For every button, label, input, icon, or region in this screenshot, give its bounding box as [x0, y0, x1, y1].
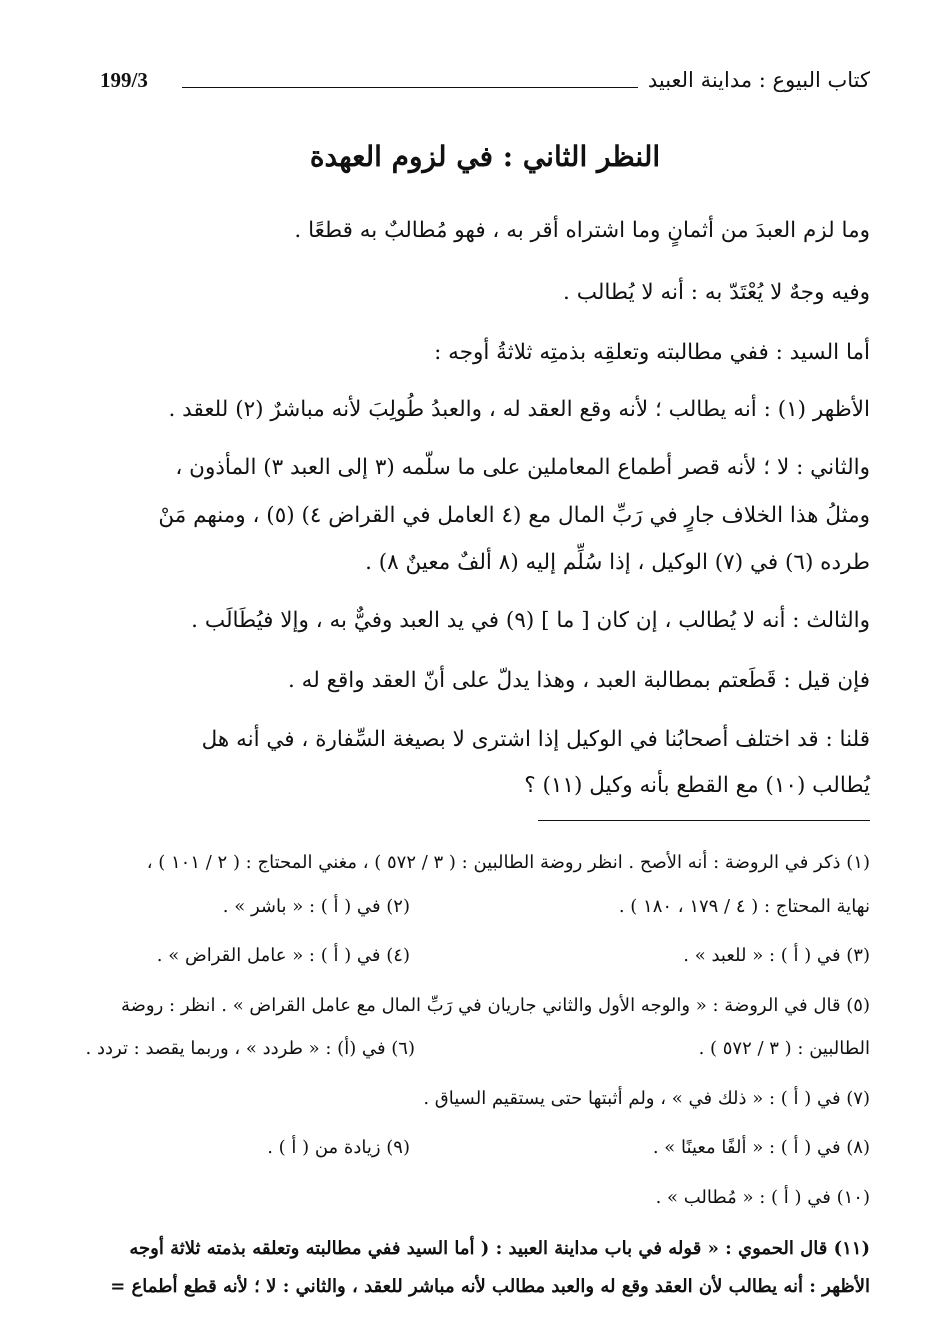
- footnote-line: (٤) في ( أ ) : « عامل القراض » .: [156, 945, 410, 966]
- text-line: قلنا : قد اختلف أصحابُنا في الوكيل إذا اشترى لا بصيغة السِّفارة ، في أنه هل: [201, 727, 870, 752]
- text-line: ومثلُ هذا الخلاف جارٍ في رَبِّ المال مع (٤ العامل في القراض ٤) (٥) ، ومنهم مَنْ: [158, 503, 870, 528]
- footnote-line: الأظهر : أنه يطالب لأن العقد وقع له والعبد مطالب لأنه مباشر للعقد ، والثاني : لا ؛ لأنه قطع أطماع =: [110, 1276, 870, 1297]
- footnote-line: (٧) في ( أ ) : « ذلك في » ، ولم أثبتها حتى يستقيم السياق .: [423, 1088, 870, 1109]
- text-line: يُطالب (١٠) مع القطع بأنه وكيل (١١) ؟: [524, 773, 870, 798]
- footnote-line: نهاية المحتاج : ( ٤ / ١٧٩ ، ١٨٠ ) .: [618, 896, 870, 917]
- text-line: والثالث : أنه لا يُطالب ، إن كان [ ما ] (٩) في يد العبد وفيٌّ به ، وإلا فيُطَالَب .: [191, 608, 870, 633]
- footnote-line: (٩) زيادة من ( أ ) .: [267, 1137, 410, 1158]
- footnote-line: الطالبين : ( ٣ / ٥٧٢ ) .: [698, 1038, 870, 1059]
- header-page-ref: 199/3: [100, 68, 148, 92]
- footnote-line: (١١) قال الحموي : « قوله في باب مداينة العبيد : ( أما السيد ففي مطالبته وتعلقه بذمته ثلاثة أوجه: [129, 1238, 870, 1259]
- header-book-title: كتاب البيوع : مداينة العبيد: [647, 68, 870, 92]
- footnote-line: (١) ذكر في الروضة : أنه الأصح . انظر روضة الطالبين : ( ٣ / ٥٧٢ ) ، مغني المحتاج : ( ٢ / ١٠١ ) ،: [146, 852, 870, 873]
- footnote-line: (٦) في (أ) : « طردد » ، وربما يقصد : تردد .: [85, 1038, 415, 1059]
- text-line: طرده (٦) في (٧) الوكيل ، إذا سُلِّم إليه (٨ ألفٌ معينٌ ٨) .: [365, 550, 870, 575]
- section-title: النظر الثاني : في لزوم العهدة: [309, 140, 661, 173]
- footnote-line: (٨) في ( أ ) : « ألفًا معينًا » .: [652, 1137, 870, 1158]
- footnote-line: (٥) قال في الروضة : « والوجه الأول والثاني جاريان في رَبِّ المال مع عامل القراض » . انظر : روضة: [121, 995, 870, 1016]
- text-line: وما لزم العبدَ من أثمانٍ وما اشتراه أقر به ، فهو مُطالبٌ به قطعًا .: [294, 218, 870, 243]
- text-line: والثاني : لا ؛ لأنه قصر أطماع المعاملين على ما سلّمه (٣ إلى العبد ٣) المأذون ،: [175, 455, 870, 480]
- footnotes: [85, 0, 870, 1335]
- text-line: وفيه وجهٌ لا يُعْتَدّ به : أنه لا يُطالب .: [563, 280, 870, 305]
- text-line: أما السيد : ففي مطالبته وتعلقِه بذمتِه ثلاثةُ أوجه :: [434, 340, 870, 365]
- text-line: فإن قيل : قَطَعتم بمطالبة العبد ، وهذا يدلّ على أنّ العقد واقع له .: [288, 668, 870, 693]
- footnote-line: (٢) في ( أ ) : « باشر » .: [222, 896, 410, 917]
- text-line: الأظهر (١) : أنه يطالب ؛ لأنه وقع العقد له ، والعبدُ طُولِبَ لأنه مباشرٌ (٢) للعقد .: [168, 397, 870, 422]
- footnote-line: (١٠) في ( أ ) : « مُطالب » .: [655, 1187, 870, 1208]
- footnote-line: (٣) في ( أ ) : « للعبد » .: [683, 945, 870, 966]
